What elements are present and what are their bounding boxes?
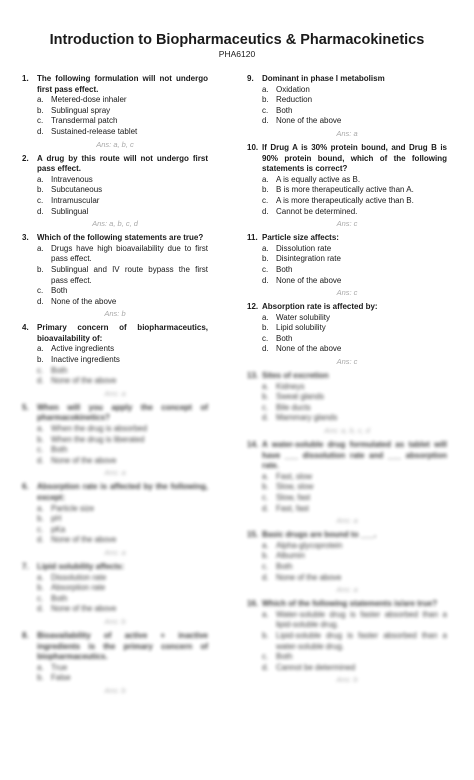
question-text: Basic drugs are bound to ___. [262, 530, 377, 540]
question-item [22, 154, 208, 230]
answer-key: Ans: a [336, 128, 358, 138]
option-letter: d. [262, 662, 269, 672]
answer-option [247, 652, 447, 663]
option-letter: d. [262, 344, 269, 354]
question-stem [22, 233, 208, 244]
option-text: Both [51, 286, 68, 296]
option-letter: a. [37, 95, 44, 105]
option-text: Subcutaneous [51, 185, 103, 195]
answer-key: Ans: c [336, 357, 358, 367]
answer-option [247, 175, 447, 186]
option-text: pH [51, 514, 62, 524]
question-item [247, 74, 447, 139]
answer-option [247, 185, 447, 196]
option-text: Transdermal patch [51, 116, 118, 126]
option-text: None of the above [276, 344, 342, 354]
option-text: False [51, 673, 71, 683]
answer-key: Ans: a, b, c [96, 139, 134, 149]
answer-key: Ans: a [104, 547, 126, 557]
question-stem [22, 74, 208, 95]
option-letter: d. [37, 455, 44, 465]
question-item [247, 143, 447, 229]
question-stem [22, 631, 208, 663]
question-text: Particle size affects: [262, 233, 339, 243]
answer-option [247, 472, 447, 483]
option-letter: a. [262, 540, 269, 550]
question-stem [247, 74, 447, 85]
answer-option [22, 445, 208, 456]
question-item [247, 371, 447, 436]
option-text: Lipid-soluble drug is faster absorbed than a water-soluble drug. [276, 630, 447, 651]
option-letter: d. [37, 604, 44, 614]
option-text: Active ingredients [51, 344, 115, 354]
answer-option [22, 573, 208, 584]
question-item [22, 482, 208, 558]
answer-option [22, 95, 208, 106]
answer-option [22, 376, 208, 387]
answer-option [22, 366, 208, 377]
option-letter: d. [262, 413, 269, 423]
answer-key: Ans: b [104, 685, 126, 695]
answer-key: Ans: b [104, 309, 126, 319]
option-letter: c. [262, 493, 269, 502]
option-text: Water-soluble drug is faster absorbed than a lipid-soluble drug. [276, 609, 447, 630]
option-text: A is equally active as B. [276, 174, 361, 184]
option-text: None of the above [51, 376, 117, 386]
answer-option [247, 551, 447, 562]
option-text: None of the above [276, 572, 342, 582]
option-text: Disintegration rate [276, 254, 341, 264]
option-letter: b. [262, 323, 269, 333]
option-letter: b. [37, 514, 44, 524]
answer-option [22, 355, 208, 366]
option-letter: b. [262, 254, 269, 264]
question-text: Bioavailability of active + inactive ingredients is the primary concern of biopharmaceutics. [37, 630, 208, 662]
answer-option [247, 382, 447, 393]
option-text: Sustained-release tablet [51, 126, 138, 136]
question-number: 7. [22, 561, 29, 571]
answer-key: Ans: a [336, 585, 358, 595]
option-letter: b. [262, 551, 269, 561]
option-text: Mammary glands [276, 413, 338, 423]
question-stem [247, 440, 447, 472]
option-text: None of the above [276, 275, 342, 285]
answer-key: Ans: a [104, 388, 126, 398]
question-number: 8. [22, 630, 29, 640]
option-letter: b. [37, 434, 44, 444]
option-letter: d. [262, 572, 269, 582]
option-text: Bile ducts [276, 402, 311, 412]
answer-key: Ans: a [336, 516, 358, 526]
option-text: Drugs have high bioavailability due to first pass effect. [51, 243, 208, 264]
option-text: Both [51, 365, 68, 375]
question-number: 10. [247, 142, 259, 152]
option-text: pKa [51, 524, 66, 534]
option-text: Dissolution rate [51, 572, 107, 582]
option-text: When the drug is liberated [51, 434, 145, 444]
question-number: 1. [22, 74, 29, 83]
answer-option [22, 456, 208, 467]
answer-option [247, 562, 447, 573]
answer-option [247, 493, 447, 504]
question-text: If Drug A is 30% protein bound, and Drug B is 90% protein bound, which of the following statements is correct? [262, 142, 447, 174]
answer-option [247, 573, 447, 584]
answer-option [247, 254, 447, 265]
question-text: Absorption rate is affected by: [262, 302, 378, 312]
answer-option [247, 631, 447, 652]
answer-option [22, 435, 208, 446]
question-text: Which of the following statements are true? [37, 233, 204, 243]
option-letter: b. [262, 630, 269, 640]
option-letter: b. [37, 185, 44, 195]
answer-key: Ans: a, b, c, d [92, 219, 138, 229]
question-stem [247, 143, 447, 175]
option-letter: b. [37, 264, 44, 274]
option-letter: c. [262, 105, 269, 115]
answer-option [247, 482, 447, 493]
option-text: Sublingual and IV route bypass the first pass effect. [51, 264, 208, 285]
question-text: A water-soluble drug formulated as tablet will have ___ dissolution rate and ___ absorption rate. [262, 440, 447, 471]
option-letter: c. [262, 333, 269, 343]
option-text: None of the above [51, 455, 117, 465]
option-text: Sweat glands [276, 392, 325, 402]
option-text: B is more therapeutically active than A. [276, 185, 414, 195]
option-letter: c. [37, 286, 44, 296]
answer-option [22, 535, 208, 546]
option-letter: d. [37, 535, 44, 545]
option-text: Both [276, 333, 293, 343]
answer-option [247, 504, 447, 515]
question-stem [247, 371, 447, 382]
option-letter: b. [37, 105, 44, 115]
answer-key: Ans: c [336, 219, 358, 229]
answer-key: Ans: c [336, 288, 358, 298]
option-text: Both [276, 105, 293, 115]
option-text: Cannot be determined [276, 662, 356, 672]
question-stem [247, 233, 447, 244]
question-item [247, 530, 447, 595]
option-letter: d. [37, 206, 44, 216]
question-stem [247, 302, 447, 313]
answer-option [247, 610, 447, 631]
question-stem [22, 482, 208, 503]
option-letter: b. [37, 355, 44, 365]
option-letter: c. [37, 116, 44, 126]
answer-option [22, 106, 208, 117]
right-column [247, 74, 447, 689]
option-text: Water solubility [276, 312, 330, 322]
answer-option [247, 207, 447, 218]
option-letter: c. [37, 195, 44, 205]
answer-option [247, 196, 447, 207]
option-text: Lipid solubility [276, 323, 326, 333]
option-letter: c. [262, 402, 269, 412]
answer-option [247, 95, 447, 106]
question-item [247, 440, 447, 526]
answer-option [247, 344, 447, 355]
course-code: PHA6120 [218, 49, 256, 59]
answer-option [22, 594, 208, 605]
question-number: 16. [247, 599, 259, 609]
answer-option [22, 525, 208, 536]
question-text: The following formulation will not undergo first pass effect. [37, 74, 208, 94]
answer-option [247, 323, 447, 334]
question-text: Absorption rate is affected by the following, except: [37, 482, 208, 502]
option-text: None of the above [51, 296, 117, 306]
answer-option [22, 663, 208, 674]
question-item [22, 74, 208, 150]
option-letter: a. [262, 84, 269, 94]
option-text: Dissolution rate [276, 243, 332, 253]
option-letter: a. [37, 243, 44, 253]
option-letter: c. [262, 561, 269, 571]
option-letter: b. [262, 185, 269, 195]
question-number: 9. [247, 74, 254, 83]
option-letter: c. [37, 524, 44, 534]
option-text: When the drug is absorbed [51, 424, 148, 434]
option-text: Absorption rate [51, 583, 106, 593]
option-letter: d. [37, 126, 44, 136]
option-letter: a. [37, 572, 44, 582]
option-text: Kidneys [276, 381, 305, 391]
option-letter: c. [262, 195, 269, 205]
option-letter: a. [262, 609, 269, 619]
question-item [247, 233, 447, 298]
answer-key: Ans: b [104, 616, 126, 626]
question-item [22, 562, 208, 627]
option-text: Fast, fast [276, 503, 309, 513]
option-text: Metered-dose inhaler [51, 95, 127, 105]
question-text: Sites of excretion [262, 371, 329, 381]
answer-option [22, 673, 208, 684]
answer-option [22, 344, 208, 355]
question-number: 11. [247, 233, 258, 243]
answer-option [22, 504, 208, 515]
option-letter: d. [37, 376, 44, 386]
option-text: True [51, 662, 68, 672]
option-text: None of the above [51, 604, 117, 614]
answer-option [22, 424, 208, 435]
answer-option [22, 116, 208, 127]
option-text: Both [276, 652, 293, 662]
answer-key: Ans: b [336, 675, 358, 685]
answer-option [22, 244, 208, 265]
question-text: Lipid solubility affects: [37, 561, 125, 571]
option-letter: b. [37, 583, 44, 593]
question-text: A drug by this route will not undergo first pass effect. [37, 153, 208, 174]
option-letter: a. [37, 503, 44, 513]
option-letter: d. [262, 206, 269, 216]
option-text: Oxidation [276, 84, 310, 94]
question-number: 13. [247, 371, 259, 381]
question-item [22, 631, 208, 696]
answer-option [22, 297, 208, 308]
option-letter: a. [262, 471, 269, 481]
option-text: Reduction [276, 95, 313, 105]
option-text: A is more therapeutically active than B. [276, 195, 414, 205]
question-text: When will you apply the concept of pharmacokinetics? [37, 402, 208, 423]
option-letter: a. [262, 312, 269, 322]
answer-option [247, 392, 447, 403]
option-letter: a. [262, 243, 269, 253]
option-letter: b. [262, 482, 269, 492]
option-letter: a. [37, 174, 44, 184]
option-letter: a. [37, 344, 44, 354]
question-number: 3. [22, 233, 29, 243]
question-number: 6. [22, 482, 29, 492]
answer-option [22, 185, 208, 196]
question-text: Which of the following statements is/are true? [262, 599, 438, 609]
option-letter: d. [37, 296, 44, 306]
answer-key: Ans: a [104, 468, 126, 478]
answer-option [247, 276, 447, 287]
question-text: Dominant in phase I metabolism [262, 74, 385, 83]
question-number: 14. [247, 440, 259, 450]
answer-option [22, 286, 208, 297]
question-stem [22, 323, 208, 344]
question-stem [22, 403, 208, 424]
option-text: Slow, slow [276, 482, 314, 492]
answer-option [247, 85, 447, 96]
question-number: 4. [22, 323, 29, 333]
answer-option [22, 207, 208, 218]
option-text: Particle size [51, 503, 95, 513]
left-column [22, 74, 208, 700]
option-letter: d. [262, 503, 269, 513]
question-stem [247, 599, 447, 610]
option-text: Slow, fast [276, 493, 311, 502]
option-text: Sublingual spray [51, 105, 111, 115]
option-letter: d. [262, 275, 269, 285]
option-letter: a. [262, 174, 269, 184]
option-text: Both [276, 264, 293, 274]
answer-option [247, 265, 447, 276]
option-letter: d. [262, 116, 269, 126]
option-text: Both [51, 445, 68, 455]
answer-option [247, 403, 447, 414]
answer-option [22, 514, 208, 525]
answer-option [22, 196, 208, 207]
answer-option [247, 663, 447, 674]
option-text: None of the above [51, 535, 117, 545]
answer-option [22, 604, 208, 615]
option-text: Alpha-glycoprotein [276, 540, 343, 550]
option-letter: b. [262, 95, 269, 105]
document-title: Introduction to Biopharmaceutics & Pharmacokinetics [49, 32, 425, 48]
answer-key: Ans: a, b, c, d [324, 426, 370, 436]
option-text: Intramuscular [51, 195, 100, 205]
question-text: Primary concern of biopharmaceutics, bioavailability of: [37, 323, 208, 343]
question-item [247, 599, 447, 685]
option-letter: c. [262, 652, 269, 662]
answer-option [247, 413, 447, 424]
option-letter: a. [37, 424, 44, 434]
option-letter: a. [262, 381, 269, 391]
answer-option [247, 313, 447, 324]
answer-option [22, 175, 208, 186]
answer-option [22, 265, 208, 286]
option-text: Cannot be determined. [276, 206, 358, 216]
option-letter: c. [37, 593, 44, 603]
question-item [247, 302, 447, 367]
option-text: Inactive ingredients [51, 355, 120, 365]
answer-option [247, 106, 447, 117]
question-stem [247, 530, 447, 541]
answer-option [247, 116, 447, 127]
question-number: 2. [22, 153, 29, 163]
option-letter: c. [37, 365, 44, 375]
question-number: 12. [247, 302, 259, 312]
option-text: Both [51, 593, 68, 603]
answer-option [22, 583, 208, 594]
answer-option [22, 127, 208, 138]
question-number: 5. [22, 402, 29, 412]
option-text: Both [276, 561, 293, 571]
question-stem [22, 562, 208, 573]
question-item [22, 233, 208, 319]
question-number: 15. [247, 530, 259, 540]
answer-option [247, 541, 447, 552]
option-text: None of the above [276, 116, 342, 126]
option-text: Fast, slow [276, 471, 313, 481]
option-text: Albumin [276, 551, 305, 561]
option-letter: b. [37, 673, 44, 683]
answer-option [247, 244, 447, 255]
option-text: Sublingual [51, 206, 89, 216]
option-text: Intravenous [51, 174, 93, 184]
question-stem [22, 154, 208, 175]
question-item [22, 323, 208, 399]
option-letter: c. [37, 445, 44, 455]
option-letter: c. [262, 264, 269, 274]
option-letter: b. [262, 392, 269, 402]
answer-option [247, 334, 447, 345]
question-item [22, 403, 208, 479]
option-letter: a. [37, 662, 44, 672]
